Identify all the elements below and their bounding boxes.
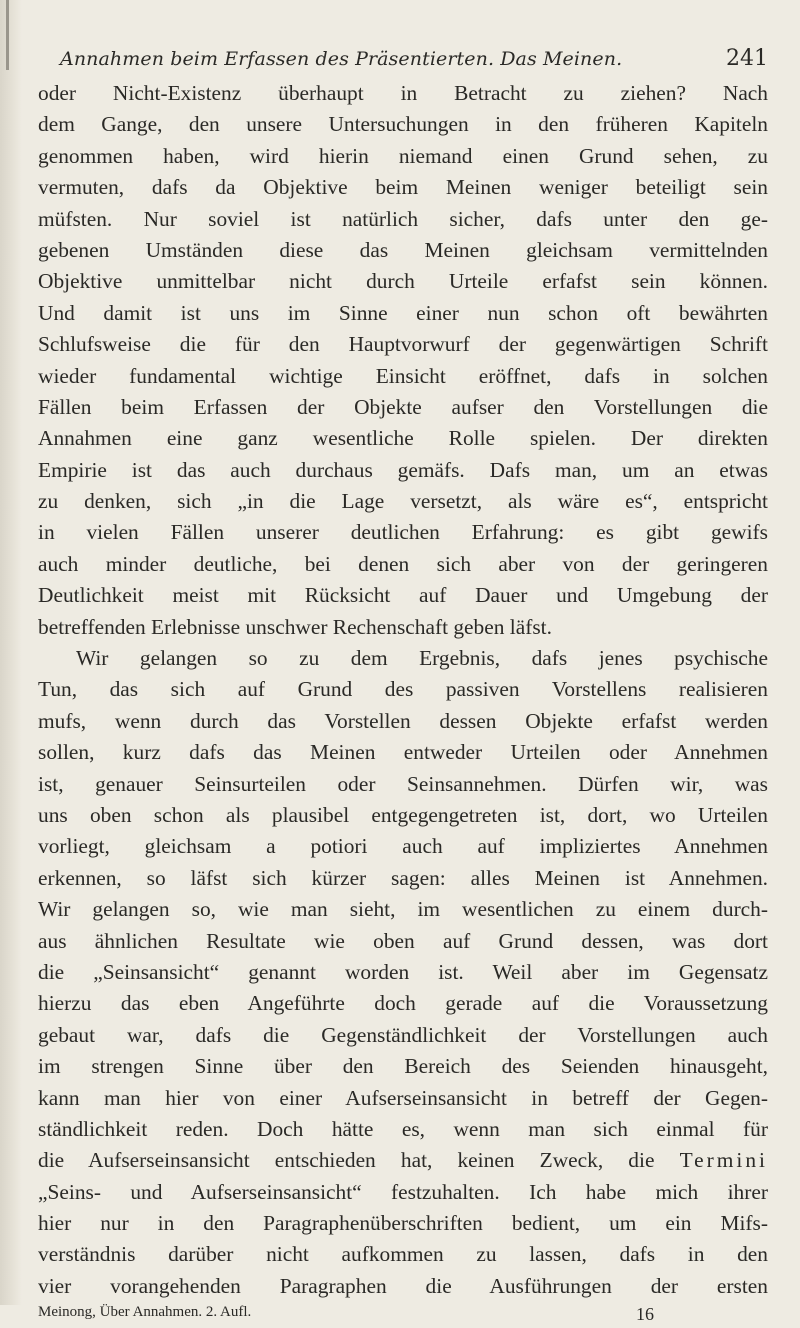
text-line: Wir gelangen so, wie man sieht, im wesentlichen zu einem durch- <box>38 897 768 922</box>
page-footer <box>38 1304 768 1328</box>
book-spine-shadow <box>0 0 22 1305</box>
text-line: Deutlichkeit meist mit Rücksicht auf Dauer und Umgebung der <box>38 583 768 608</box>
text-line: Annahmen eine ganz wesentliche Rolle spielen. Der direkten <box>38 426 768 451</box>
text-line: dem Gange, den unsere Untersuchungen in den früheren Kapiteln <box>38 112 768 137</box>
text-line: wieder fundamental wichtige Einsicht eröffnet, dafs in solchen <box>38 363 768 388</box>
text-line: Fällen beim Erfassen der Objekte aufser den Vorstellungen die <box>38 394 768 419</box>
text-line: vorliegt, gleichsam a potiori auch auf impliziertes Annehmen <box>38 834 768 859</box>
text-line: in vielen Fällen unserer deutlichen Erfahrung: es gibt gewifs <box>38 520 768 545</box>
page-number: 241 <box>726 46 768 71</box>
running-title: Annahmen beim Erfassen des Präsentierten. Das Meinen. <box>60 48 623 70</box>
text-line: ständlichkeit reden. Doch hätte es, wenn man sich einmal für <box>38 1116 768 1141</box>
printer-signature: Meinong, Über Annahmen. 2. Aufl. <box>38 1304 252 1321</box>
text-line: vier vorangehenden Paragraphen die Ausführungen der ersten <box>38 1273 768 1298</box>
text-line: aus ähnlichen Resultate wie oben auf Grund dessen, was dort <box>38 928 768 953</box>
text-line: gebaut war, dafs die Gegenständlichkeit der Vorstellungen auch <box>38 1022 768 1047</box>
text-line: oder Nicht-Existenz überhaupt in Betracht zu ziehen? Nach <box>38 81 768 105</box>
text-line: hierzu das eben Angeführte doch gerade auf die Voraussetzung <box>38 991 768 1016</box>
emphasized-term: Termini <box>679 1148 768 1173</box>
text-line: Objektive unmittelbar nicht durch Urteile erfafst sein können. <box>38 269 768 294</box>
text-line: die „Seinsansicht“ genannt worden ist. Weil aber im Gegensatz <box>38 959 768 984</box>
text-line: betreffenden Erlebnisse unschwer Rechenschaft geben läfst. <box>38 614 552 639</box>
binding-edge <box>6 0 9 70</box>
text-line: zu denken, sich „in die Lage versetzt, als wäre es“, entspricht <box>38 489 768 514</box>
text-line: hier nur in den Paragraphenüberschriften bedient, um ein Mifs- <box>38 1211 768 1236</box>
text-line: Und damit ist uns im Sinne einer nun schon oft bewährten <box>38 300 768 325</box>
book-page <box>38 22 768 1328</box>
text-line: mufs, wenn durch das Vorstellen dessen Objekte erfafst werden <box>38 708 768 733</box>
text-line: die Aufserseinsansicht entschieden hat, keinen Zweck, die Termini <box>38 1148 768 1173</box>
text-line: auch minder deutliche, bei denen sich aber von der geringeren <box>38 551 768 576</box>
text-line: Empirie ist das auch durchaus gemäfs. Dafs man, um an etwas <box>38 457 768 482</box>
paragraph-2 <box>38 643 768 1302</box>
text-line: erkennen, so läfst sich kürzer sagen: alles Meinen ist Annehmen. <box>38 865 768 890</box>
text-line: Schlufsweise die für den Hauptvorwurf der gegenwärtigen Schrift <box>38 332 768 357</box>
text-line: uns oben schon als plausibel entgegengetreten ist, dort, wo Urteilen <box>38 802 768 827</box>
paragraph-1 <box>38 78 768 643</box>
text-line: ist, genauer Seinsurteilen oder Seinsannehmen. Dürfen wir, was <box>38 771 768 796</box>
text-line: Wir gelangen so zu dem Ergebnis, dafs jenes psychische <box>76 646 768 671</box>
text-line: Tun, das sich auf Grund des passiven Vorstellens realisieren <box>38 677 768 702</box>
text-line: sollen, kurz dafs das Meinen entweder Urteilen oder Annehmen <box>38 740 768 765</box>
text-line: genommen haben, wird hierin niemand einen Grund sehen, zu <box>38 143 768 168</box>
text-line: „Seins- und Aufserseinsansicht“ festzuhalten. Ich habe mich ihrer <box>38 1179 768 1204</box>
text-line: vermuten, dafs da Objektive beim Meinen weniger beteiligt sein <box>38 175 768 200</box>
text-line: kann man hier von einer Aufserseinsansicht in betreff der Gegen- <box>38 1085 768 1110</box>
signature-number: 16 <box>636 1304 654 1325</box>
text-line: im strengen Sinne über den Bereich des Seienden hinausgeht, <box>38 1054 768 1079</box>
text-line: verständnis darüber nicht aufkommen zu lassen, dafs in den <box>38 1242 768 1267</box>
text-line: müfsten. Nur soviel ist natürlich sicher, dafs unter den ge- <box>38 206 768 231</box>
page-header <box>38 22 768 71</box>
text-line: gebenen Umständen diese das Meinen gleichsam vermittelnden <box>38 237 768 262</box>
body-text <box>38 78 768 1302</box>
